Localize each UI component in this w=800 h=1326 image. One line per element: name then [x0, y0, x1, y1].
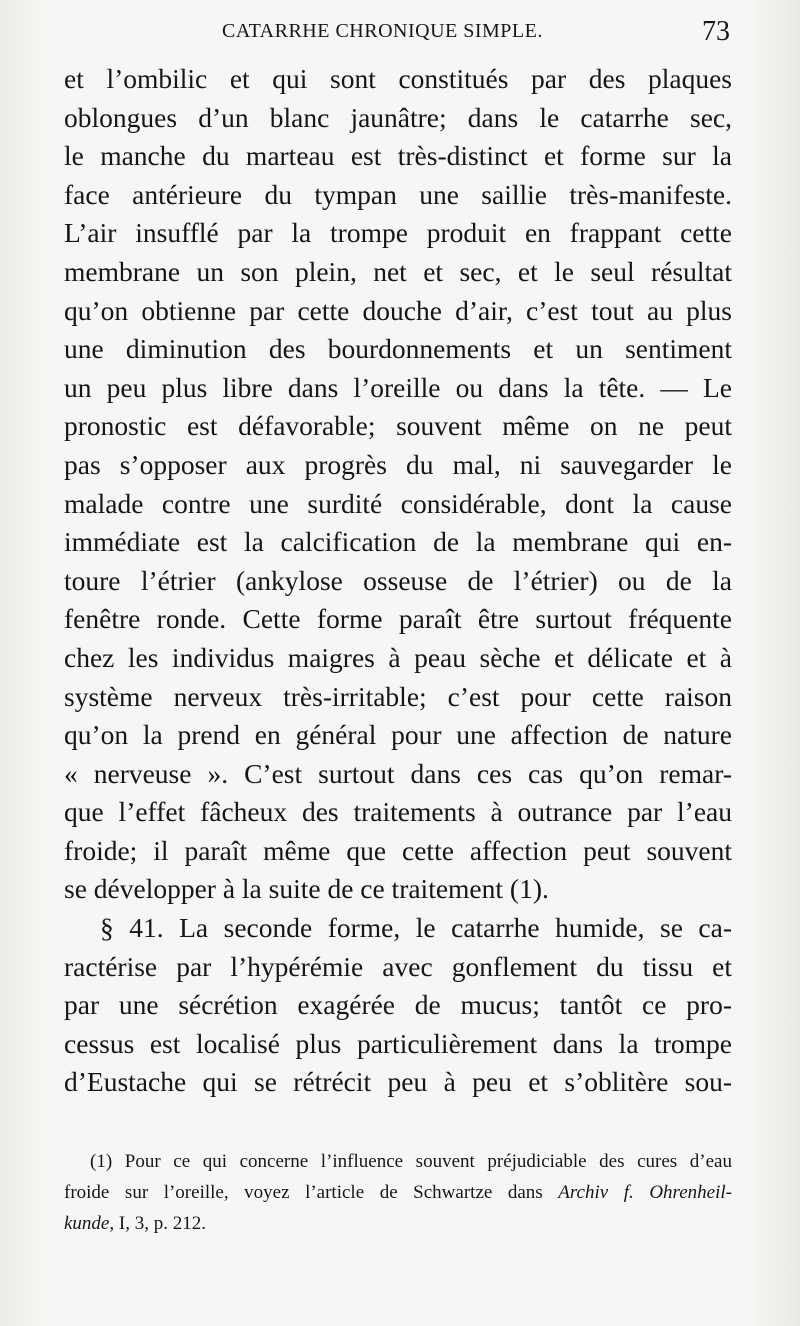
text-line: « nerveuse ». C’est surtout dans ces cas qu’on remar- [64, 757, 732, 789]
text-line: se développer à la suite de ce traitement (1). [64, 873, 549, 905]
footnote-line [64, 1177, 732, 1208]
text-line: immédiate est la calcification de la membrane qui en- [64, 526, 732, 558]
text-line: membrane un son plein, net et sec, et le seul résultat [64, 255, 732, 287]
text-line: et l’ombilic et qui sont constitués par des plaques [64, 63, 732, 94]
text-line: cessus est localisé plus particulièrement dans la trompe [64, 1027, 732, 1059]
text-line: qu’on la prend en général pour une affection de nature [64, 719, 732, 751]
text-line: face antérieure du tympan une saillie très-manifeste. [64, 178, 732, 210]
body-text [64, 60, 732, 1102]
text-line: le manche du marteau est très-distinct et forme sur la [64, 140, 732, 172]
footnote-line [64, 1208, 732, 1239]
footnote-text: froide sur l’oreille, voyez l’article de Schwartze dans [64, 1182, 559, 1203]
text-line: par une sécrétion exagérée de mucus; tantôt ce pro- [64, 989, 732, 1021]
text-line: froide; il paraît même que cette affection peut souvent [64, 834, 732, 866]
text-line: une diminution des bourdonnements et un sentiment [64, 333, 732, 365]
section-heading-line: § 41. La seconde forme, le catarrhe humide, se ca- [100, 912, 732, 944]
text-line: pas s’opposer aux progrès du mal, ni sauvegarder le [64, 448, 732, 480]
text-line: que l’effet fâcheux des traitements à outrance par l’eau [64, 796, 732, 828]
text-line: L’air insufflé par la trompe produit en frappant cette [64, 217, 732, 249]
footnote-line: (1) Pour ce qui concerne l’influence souvent préjudiciable des cures d’eau [90, 1151, 732, 1172]
footnote [64, 1146, 732, 1239]
text-line: oblongues d’un blanc jaunâtre; dans le catarrhe sec, [64, 101, 732, 133]
text-line: fenêtre ronde. Cette forme paraît être surtout fréquente [64, 603, 732, 635]
text-line: toure l’étrier (ankylose osseuse de l’étrier) ou de la [64, 564, 732, 596]
text-line: ractérise par l’hypérémie avec gonflement du tissu et [64, 950, 732, 982]
text-line: qu’on obtienne par cette douche d’air, c’est tout au plus [64, 294, 732, 326]
text-line: système nerveux très-irritable; c’est pour cette raison [64, 680, 732, 712]
footnote-journal-title-end: kunde [64, 1213, 110, 1234]
text-line: malade contre une surdité considérable, dont la cause [64, 487, 732, 519]
running-head: CATARRHE CHRONIQUE SIMPLE. [222, 20, 543, 42]
text-line: pronostic est défavorable; souvent même on ne peut [64, 410, 732, 442]
text-line: un peu plus libre dans l’oreille ou dans la tête. — Le [64, 371, 732, 403]
text-line: chez les individus maigres à peau sèche et délicate et à [64, 641, 732, 673]
page-header [62, 16, 732, 52]
text-line: d’Eustache qui se rétrécit peu à peu et s’oblitère sou- [64, 1066, 732, 1098]
footnote-journal-title: Archiv f. Ohrenheil- [558, 1182, 732, 1203]
footnote-citation: , I, 3, p. 212. [109, 1213, 206, 1234]
page-number: 73 [702, 16, 730, 47]
